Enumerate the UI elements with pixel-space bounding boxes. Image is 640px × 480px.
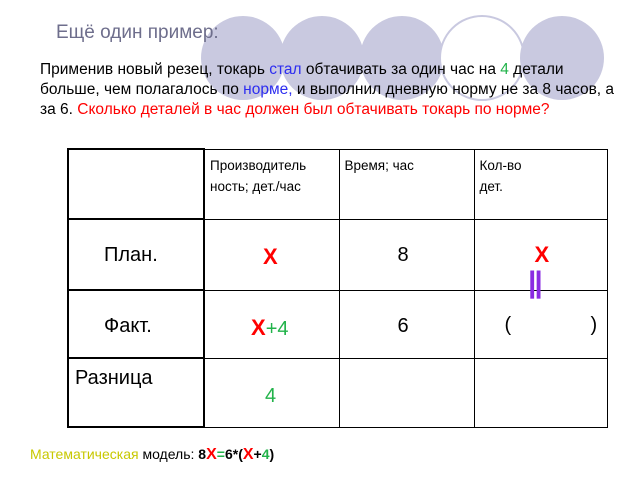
row-fact-count-close: ) <box>590 313 598 336</box>
problem-part2: обтачивать за один час на <box>301 61 501 78</box>
model-eight: 8 <box>198 446 207 462</box>
problem-number-four: 4 <box>500 61 509 78</box>
row-fact-time: 6 <box>397 314 409 337</box>
row-fact-productivity-x: X <box>251 314 266 340</box>
data-table <box>67 148 608 428</box>
row-plan-time-cell <box>339 219 474 290</box>
row-plan-productivity-cell <box>204 219 339 290</box>
model-four: 4 <box>261 446 270 462</box>
row-fact-time-cell <box>339 290 474 358</box>
model-eq: = <box>216 446 225 462</box>
row-fact-productivity-cell <box>204 290 339 358</box>
row-fact-count-open: ( <box>504 313 512 336</box>
row-diff-label-cell <box>68 358 204 427</box>
header-count <box>475 150 607 197</box>
problem-part3: детали больше, чем полагалось по <box>40 61 564 98</box>
row-plan-productivity: X <box>263 243 278 269</box>
slide-title: Ещё один пример: <box>56 22 219 43</box>
row-plan-label-cell <box>68 219 204 290</box>
problem-word-norme: норме, <box>243 81 293 98</box>
model-x1: X <box>206 446 217 463</box>
model-close: ) <box>269 446 275 462</box>
row-fact-count-cell <box>474 290 607 358</box>
row-diff-time-cell <box>339 358 474 427</box>
problem-text <box>40 60 615 120</box>
equal-sign-mark: || <box>528 266 541 299</box>
header-count-line1: Кол-во <box>479 157 522 173</box>
row-plan-label: План. <box>104 244 158 266</box>
row-plan-time: 8 <box>397 243 409 266</box>
row-fact-label: Факт. <box>104 315 152 337</box>
math-model <box>30 446 274 464</box>
row-diff-label: Разница <box>75 367 153 389</box>
header-empty-cell <box>68 149 204 219</box>
header-count-line2: дет. <box>479 178 503 194</box>
problem-word-stal: стал <box>269 61 302 78</box>
problem-part1: Применив новый резец, токарь <box>40 61 270 78</box>
row-plan-count: X <box>534 241 550 267</box>
model-six-open: 6*( <box>224 446 243 462</box>
header-time: Время; час <box>344 157 414 173</box>
row-fact-productivity-plus: +4 <box>265 317 289 340</box>
row-diff-productivity: 4 <box>265 384 277 407</box>
header-time-cell <box>339 149 474 219</box>
problem-question: Сколько деталей в час должен был обтачивать токарь по норме? <box>77 101 550 118</box>
header-productivity: Производитель ность; дет./час <box>210 157 307 194</box>
model-x2: X <box>242 446 254 463</box>
problem-part4: и выполнил дневную норму не за 8 часов, а за 6. <box>40 81 615 118</box>
row-diff-productivity-cell <box>204 358 339 427</box>
header-count-cell <box>474 149 607 219</box>
model-word: модель: <box>138 446 199 462</box>
row-diff-count-cell <box>474 358 607 427</box>
model-label: Математическая <box>30 446 139 462</box>
header-productivity-cell <box>204 149 339 219</box>
model-plus: + <box>253 446 262 462</box>
row-fact-label-cell <box>68 290 204 358</box>
row-fact-productivity <box>251 315 289 341</box>
